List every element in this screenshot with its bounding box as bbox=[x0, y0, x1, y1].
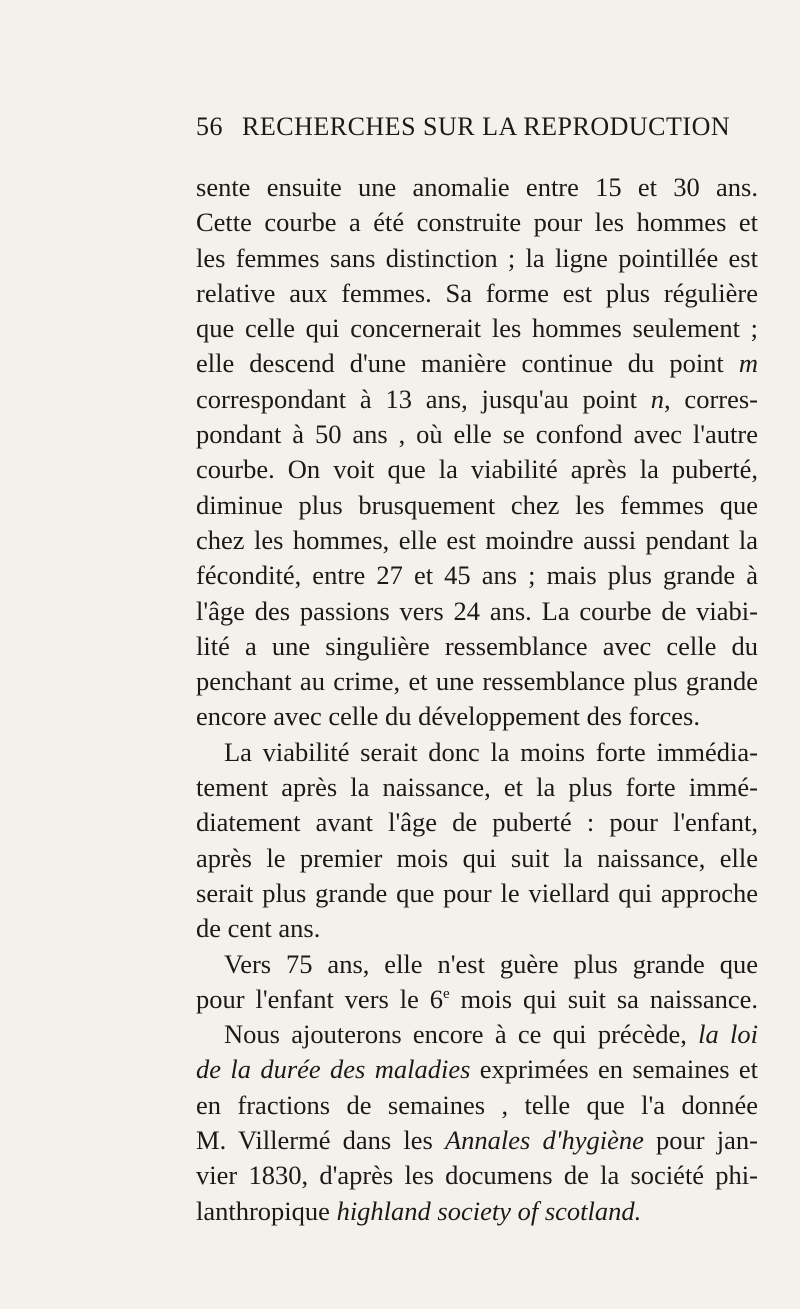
text-line bbox=[196, 841, 758, 876]
text-line bbox=[196, 205, 758, 240]
text-line bbox=[196, 311, 758, 346]
text-run: exprimées en semaines et bbox=[470, 1054, 758, 1085]
italic-text: la loi bbox=[698, 1019, 759, 1050]
text-run: Vers 75 ans, elle n'est guère plus grande que bbox=[224, 948, 758, 979]
text-line bbox=[196, 488, 758, 523]
text-line bbox=[196, 452, 758, 487]
text-run: pour l'enfant vers le 6 bbox=[196, 983, 443, 1014]
text-run: que celle qui concernerait les hommes seulement ; bbox=[196, 313, 758, 344]
text-run: lanthropique bbox=[196, 1195, 337, 1226]
text-run: pour jan- bbox=[643, 1125, 758, 1156]
text-line bbox=[196, 876, 758, 911]
text-run: correspondant à 13 ans, jusqu'au point bbox=[196, 383, 651, 414]
text-line bbox=[196, 170, 758, 205]
text-line bbox=[196, 664, 758, 699]
text-run: Cette courbe a été construite pour les hommes et bbox=[196, 207, 758, 238]
text-run: encore avec celle du développement des forces. bbox=[196, 701, 700, 732]
body-text bbox=[196, 170, 758, 1229]
text-line bbox=[196, 558, 758, 593]
text-line bbox=[196, 1194, 758, 1229]
text-run: , corres- bbox=[664, 383, 758, 414]
text-run: Nous ajouterons encore à ce qui précède, bbox=[224, 1019, 699, 1050]
text-run: courbe. On voit que la viabilité après la puberté, bbox=[196, 454, 758, 485]
text-line bbox=[196, 805, 758, 840]
text-run: de cent ans. bbox=[196, 913, 321, 944]
text-run: relative aux femmes. Sa forme est plus régulière bbox=[196, 277, 758, 308]
italic-text: highland society of scotland. bbox=[336, 1195, 642, 1226]
text-line bbox=[196, 276, 758, 311]
text-line bbox=[196, 417, 758, 452]
text-line bbox=[196, 1088, 758, 1123]
text-line bbox=[196, 1123, 758, 1158]
text-run: chez les hommes, elle est moindre aussi pendant la bbox=[196, 524, 758, 555]
text-run: mois qui suit sa naissance. bbox=[449, 983, 758, 1014]
italic-text: de la durée des maladies bbox=[196, 1054, 471, 1085]
text-line bbox=[196, 770, 758, 805]
text-run: serait plus grande que pour le viellard qui approche bbox=[196, 877, 758, 908]
text-run: diminue plus brusquement chez les femmes que bbox=[196, 489, 758, 520]
page-number: 56 bbox=[196, 112, 223, 141]
text-run: fécondité, entre 27 et 45 ans ; mais plus grande à bbox=[196, 560, 758, 591]
text-run: les femmes sans distinction ; la ligne pointillée est bbox=[196, 242, 758, 273]
text-line bbox=[196, 699, 758, 734]
text-run: vier 1830, d'après les documens de la société phi- bbox=[196, 1160, 758, 1191]
text-line bbox=[196, 911, 758, 946]
text-line bbox=[196, 594, 758, 629]
text-run: tement après la naissance, et la plus forte immé- bbox=[196, 772, 758, 803]
text-run: elle descend d'une manière continue du point bbox=[196, 348, 739, 379]
text-line bbox=[196, 241, 758, 276]
text-run: l'âge des passions vers 24 ans. La courbe de viabi- bbox=[196, 595, 758, 626]
superscript: e bbox=[442, 985, 450, 1002]
text-run: penchant au crime, et une ressemblance plus grande bbox=[196, 666, 758, 697]
running-title: RECHERCHES SUR LA REPRODUCTION bbox=[242, 112, 731, 141]
text-line bbox=[196, 346, 758, 381]
text-run: diatement avant l'âge de puberté : pour l'enfant, bbox=[196, 807, 758, 838]
text-run: en fractions de semaines , telle que l'a donnée bbox=[196, 1089, 758, 1120]
text-run: sente ensuite une anomalie entre 15 et 30 ans. bbox=[196, 172, 758, 202]
text-run: La viabilité serait donc la moins forte immédia- bbox=[224, 736, 758, 767]
text-line bbox=[196, 523, 758, 558]
text-line bbox=[196, 947, 758, 982]
text-line bbox=[196, 735, 758, 770]
text-run: après le premier mois qui suit la naissance, elle bbox=[196, 842, 758, 873]
text-line bbox=[196, 1158, 758, 1193]
text-line bbox=[196, 1017, 758, 1052]
page-header bbox=[196, 112, 756, 142]
text-line bbox=[196, 382, 758, 417]
italic-text: m bbox=[738, 348, 758, 379]
text-line bbox=[196, 1052, 758, 1087]
text-run: lité a une singulière ressemblance avec celle du bbox=[196, 630, 758, 661]
text-line bbox=[196, 982, 758, 1017]
italic-text: n bbox=[650, 383, 665, 414]
italic-text: Annales d'hygiène bbox=[445, 1125, 644, 1156]
text-line bbox=[196, 629, 758, 664]
text-run: M. Villermé dans les bbox=[196, 1125, 445, 1156]
text-run: pondant à 50 ans , où elle se confond avec l'autre bbox=[196, 419, 758, 450]
